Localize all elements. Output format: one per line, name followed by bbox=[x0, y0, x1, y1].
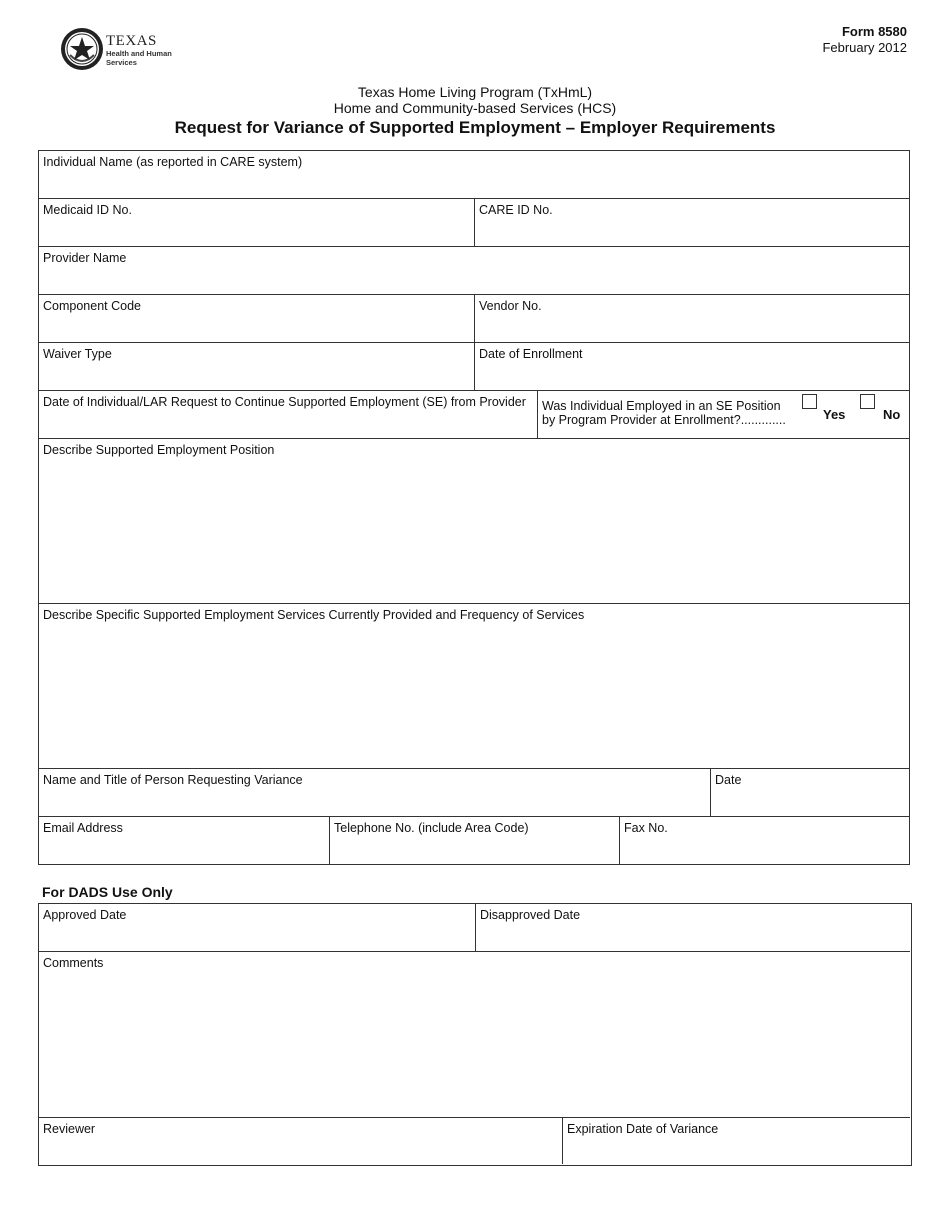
fax-field[interactable] bbox=[620, 817, 909, 864]
page-title: Request for Variance of Supported Employment – Employer Requirements bbox=[174, 118, 776, 137]
title-block bbox=[0, 84, 950, 138]
main-form-grid bbox=[38, 150, 910, 865]
individual-name-field[interactable] bbox=[39, 151, 909, 199]
comments-label: Comments bbox=[43, 956, 104, 970]
dads-form-grid bbox=[38, 903, 912, 1166]
describe-position-field[interactable] bbox=[39, 439, 909, 604]
yes-checkbox[interactable] bbox=[802, 394, 817, 409]
email-label: Email Address bbox=[43, 821, 123, 835]
date-field[interactable] bbox=[711, 769, 909, 817]
no-label: No bbox=[883, 407, 901, 422]
component-code-field[interactable] bbox=[39, 295, 475, 343]
vendor-no-field[interactable] bbox=[475, 295, 909, 343]
reviewer-field[interactable] bbox=[39, 1118, 563, 1164]
yes-label: Yes bbox=[823, 407, 846, 422]
describe-position-label: Describe Supported Employment Position bbox=[43, 443, 275, 457]
disapproved-date-field[interactable] bbox=[476, 904, 910, 952]
telephone-label: Telephone No. (include Area Code) bbox=[334, 821, 529, 835]
medicaid-id-field[interactable] bbox=[39, 199, 475, 247]
expiration-date-label: Expiration Date of Variance bbox=[567, 1122, 719, 1136]
reviewer-label: Reviewer bbox=[43, 1122, 96, 1136]
describe-services-label: Describe Specific Supported Employment Services Currently Provided and Frequency of Services bbox=[43, 608, 585, 622]
dads-use-only-heading: For DADS Use Only bbox=[42, 884, 173, 900]
texas-hhs-logo bbox=[60, 27, 180, 73]
approved-date-field[interactable] bbox=[39, 904, 476, 952]
comments-field[interactable] bbox=[39, 952, 910, 1118]
provider-name-field[interactable] bbox=[39, 247, 909, 295]
individual-name-label: Individual Name (as reported in CARE system) bbox=[43, 155, 303, 169]
request-date-label: Date of Individual/LAR Request to Continue Supported Employment (SE) from Provider bbox=[43, 395, 526, 409]
telephone-field[interactable] bbox=[330, 817, 620, 864]
vendor-no-label: Vendor No. bbox=[479, 299, 542, 313]
date-of-enrollment-field[interactable] bbox=[475, 343, 909, 391]
form-number: Form 8580 bbox=[841, 24, 907, 39]
email-field[interactable] bbox=[39, 817, 330, 864]
request-date-field[interactable] bbox=[39, 391, 538, 439]
waiver-type-label: Waiver Type bbox=[43, 347, 112, 361]
approved-date-label: Approved Date bbox=[43, 908, 127, 922]
fax-label: Fax No. bbox=[624, 821, 668, 835]
waiver-type-field[interactable] bbox=[39, 343, 475, 391]
component-code-label: Component Code bbox=[43, 299, 141, 313]
medicaid-id-label: Medicaid ID No. bbox=[43, 203, 132, 217]
provider-name-label: Provider Name bbox=[43, 251, 127, 265]
texas-star-seal-icon bbox=[60, 27, 104, 71]
program-title-txhml: Texas Home Living Program (TxHmL) bbox=[357, 84, 593, 100]
employed-question-cell bbox=[538, 391, 909, 439]
form-date: February 2012 bbox=[822, 40, 907, 55]
name-title-label: Name and Title of Person Requesting Variance bbox=[43, 773, 303, 787]
employed-question-label: Was Individual Employed in an SE Position by Program Provider at Enrollment?............. bbox=[542, 399, 786, 427]
logo-subtitle: Health and Human Services bbox=[106, 49, 172, 67]
program-title-hcs: Home and Community-based Services (HCS) bbox=[333, 100, 617, 116]
name-title-field[interactable] bbox=[39, 769, 711, 817]
describe-services-field[interactable] bbox=[39, 604, 909, 769]
disapproved-date-label: Disapproved Date bbox=[480, 908, 581, 922]
logo-texas-text: TEXAS bbox=[106, 33, 157, 49]
care-id-label: CARE ID No. bbox=[479, 203, 553, 217]
date-of-enrollment-label: Date of Enrollment bbox=[479, 347, 583, 361]
date-label: Date bbox=[715, 773, 742, 787]
expiration-date-field[interactable] bbox=[563, 1118, 910, 1164]
no-checkbox[interactable] bbox=[860, 394, 875, 409]
care-id-field[interactable] bbox=[475, 199, 909, 247]
